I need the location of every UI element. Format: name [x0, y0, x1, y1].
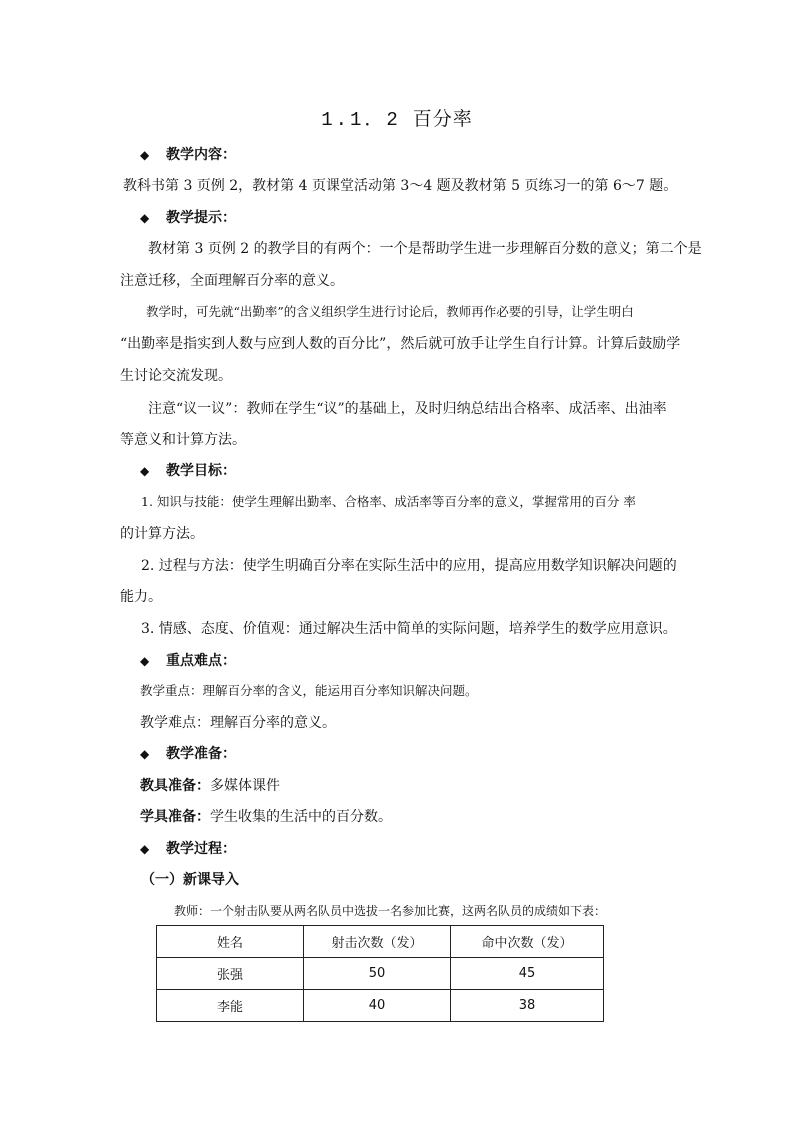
table-row: [157, 958, 604, 990]
table-cell: 38: [451, 990, 604, 1022]
table-header-cell: 命中次数（发）: [451, 926, 604, 958]
goal-3: 3. 情感、态度、价值观：通过解决生活中简单的实际问题，培养学生的数学应用意识。: [141, 621, 677, 637]
intro-text: 教师：一个射击队要从两名队员中选拔一名参加比赛，这两名队员的成绩如下表：: [174, 904, 607, 918]
hint-paragraph-2-line-1: 教学时，可先就“出勤率”的含义组织学生进行讨论后，教师再作必要的引导，让学生明白: [146, 304, 634, 319]
section-heading-prep: ◆ 教学准备：: [140, 746, 236, 762]
page-title: [0, 104, 794, 131]
table-cell: 李能: [157, 990, 304, 1022]
table-cell: 50: [304, 958, 451, 990]
student-prep: [140, 806, 392, 826]
hint-paragraph-2-line-3: 生讨论交流发现。: [120, 368, 232, 384]
teacher-prep-text: 多媒体课件: [210, 778, 280, 794]
title-text: 百分率: [412, 108, 473, 130]
hint-paragraph-2-line-2: “出勤率是指实到人数与应到人数的百分比”，然后就可放手让学生自行计算。计算后鼓励学: [120, 336, 681, 352]
table-cell: 张强: [157, 958, 304, 990]
section-heading-goal: ◆ 教学目标：: [140, 463, 236, 479]
goal-1-line-2: 的计算方法。: [120, 526, 204, 542]
diamond-bullet-icon: ◆: [140, 464, 150, 478]
diamond-bullet-icon: ◆: [140, 148, 150, 162]
goal-2-line-2: 能力。: [120, 589, 162, 605]
hint-paragraph-3-line-1: 注意“议一议”：教师在学生“议”的基础上，及时归纳总结出合格率、成活率、出油率: [148, 401, 667, 417]
table-cell: 40: [304, 990, 451, 1022]
section-heading-process: ◆ 教学过程：: [140, 841, 236, 857]
teacher-prep-label: 教具准备：: [140, 778, 210, 794]
table-cell: 45: [451, 958, 604, 990]
table-header-cell: 射击次数（发）: [304, 926, 451, 958]
hint-paragraph-1-line-2: 注意迁移，全面理解百分率的意义。: [120, 273, 344, 289]
student-prep-label: 学具准备：: [140, 809, 210, 825]
diamond-bullet-icon: ◆: [140, 747, 150, 761]
goal-2-line-1: 2. 过程与方法：使学生明确百分率在实际生活中的应用，提高应用数学知识解决问题的: [141, 558, 677, 574]
table-row: [157, 990, 604, 1022]
difficult-point: 教学难点：理解百分率的意义。: [140, 715, 336, 731]
table-header-row: [157, 926, 604, 958]
hint-paragraph-1-line-1: 教材第 3 页例 2 的教学目的有两个：一个是帮助学生进一步理解百分数的意义；第二个是: [148, 241, 702, 257]
diamond-bullet-icon: ◆: [140, 211, 150, 225]
subsection-heading-intro: （一）新课导入: [141, 872, 239, 888]
teacher-prep: [140, 775, 280, 795]
hint-paragraph-3-line-2: 等意义和计算方法。: [120, 432, 246, 448]
key-point: 教学重点：理解百分率的含义，能运用百分率知识解决问题。: [140, 683, 478, 698]
table-header-cell: 姓名: [157, 926, 304, 958]
goal-1-line-1: 1. 知识与技能：使学生理解出勤率、合格率、成活率等百分率的意义，掌握常用的百分 率: [141, 494, 636, 509]
section-heading-key: ◆ 重点难点：: [140, 653, 236, 669]
student-prep-text: 学生收集的生活中的百分数。: [210, 809, 392, 825]
section-heading-hint: ◆ 教学提示：: [140, 210, 236, 226]
content-text: 教科书第 3 页例 2，教材第 4 页课堂活动第 3～4 题及教材第 5 页练习一的第 6～7 题。: [123, 178, 678, 194]
section-heading-content: ◆ 教学内容：: [140, 147, 236, 163]
diamond-bullet-icon: ◆: [140, 654, 150, 668]
title-number: 1.1．2: [321, 109, 401, 131]
scores-table: [156, 925, 604, 1022]
diamond-bullet-icon: ◆: [140, 842, 150, 856]
